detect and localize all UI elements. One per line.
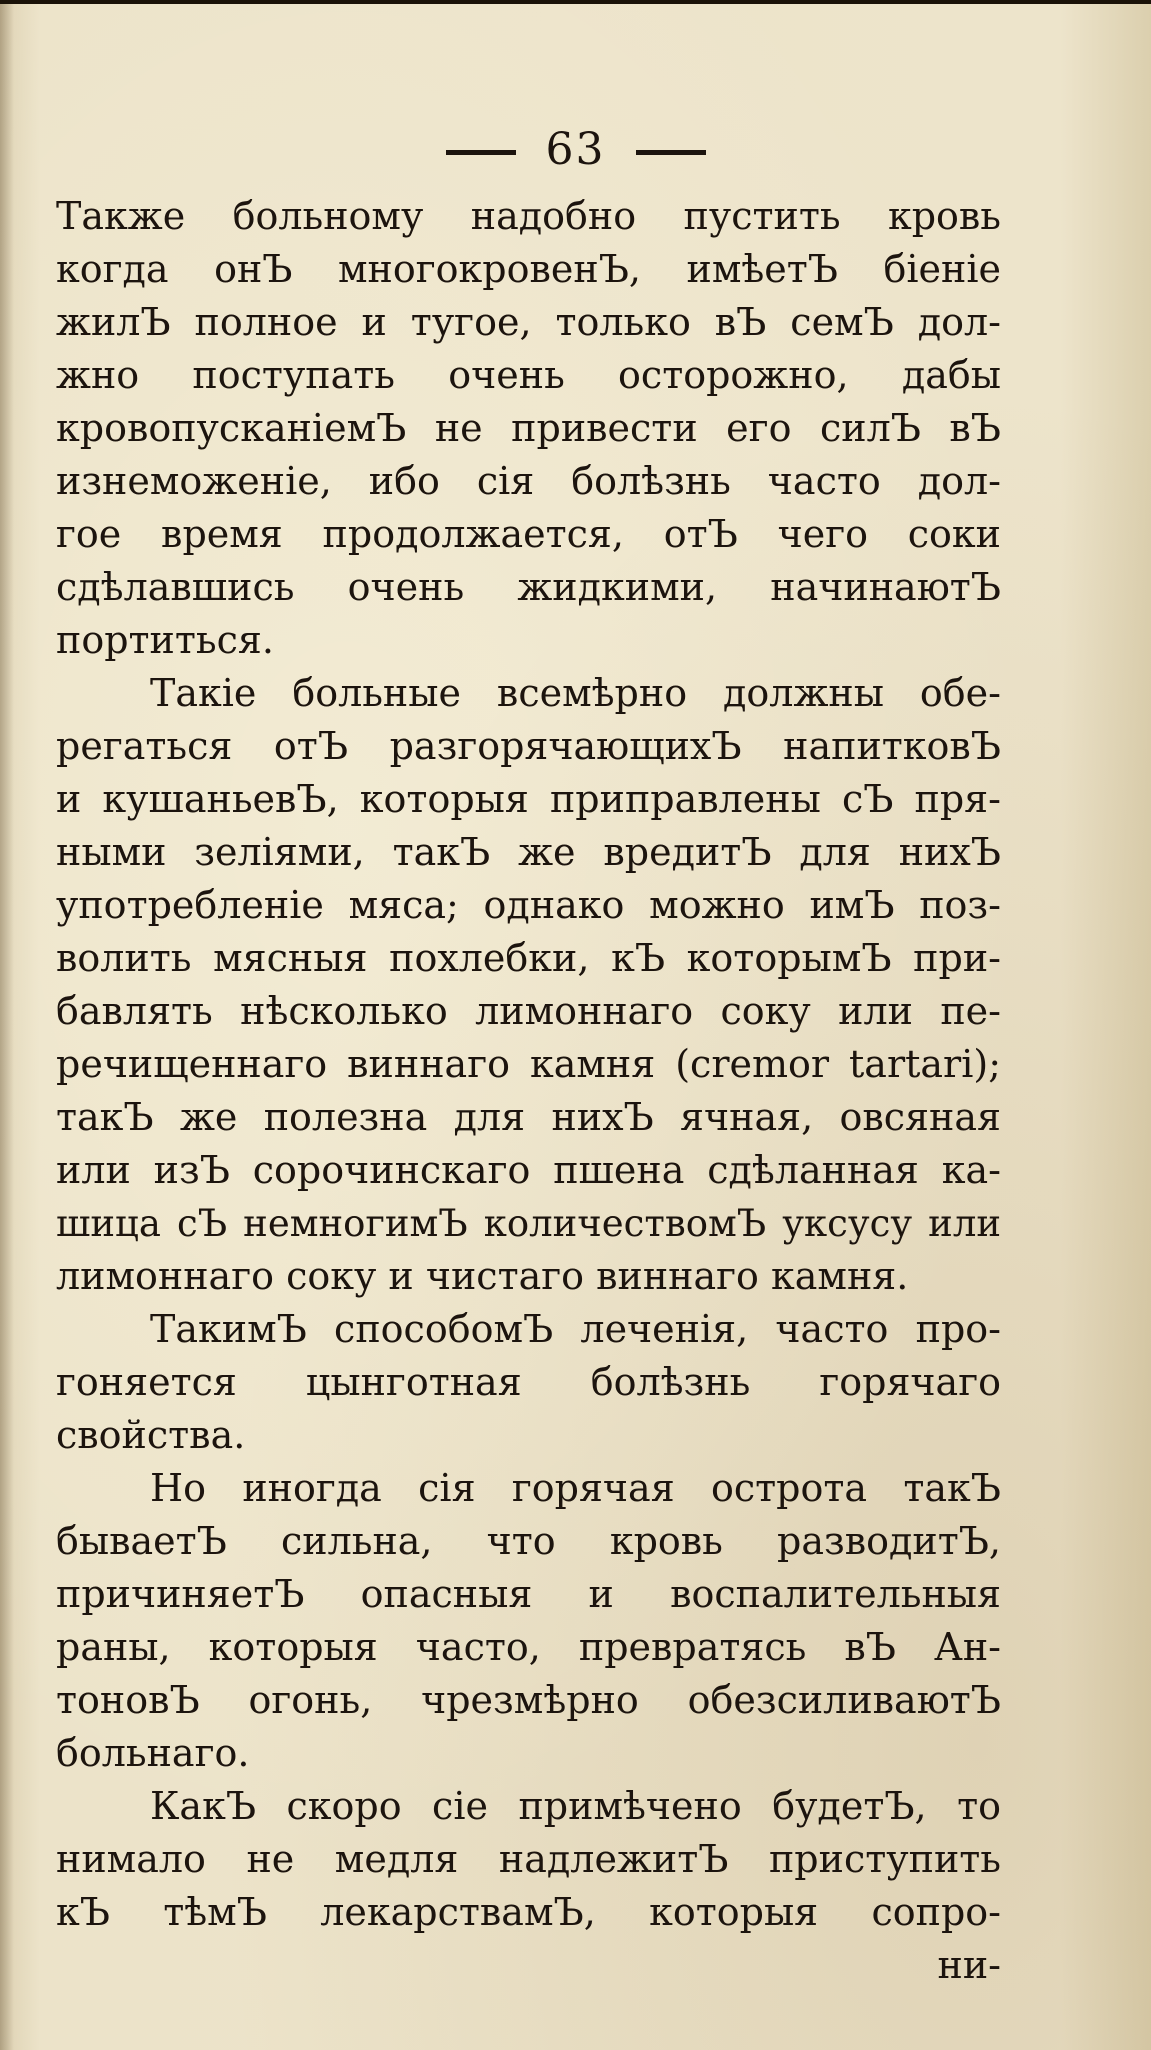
text-line: сдѣлавшись очень жидкими, начинаютЪ: [56, 565, 1001, 609]
text-line: шица сЪ немногимЪ количествомЪ уксусу или: [56, 1202, 1001, 1245]
text-line: бываетЪ сильна, что кровь разводитЪ,: [56, 1519, 1001, 1563]
text-line: жно поступать очень осторожно, дабы: [56, 353, 1001, 397]
text-line: Такіе больные всемѣрно должны обе-: [150, 671, 1001, 715]
text-line: речищеннаго виннаго камня (cremor tartari);: [56, 1042, 1001, 1086]
text-line: и кушаньевЪ, которыя приправлены сЪ пря-: [56, 777, 1001, 821]
text-line: ными зеліями, такЪ же вредитЪ для нихЪ: [56, 830, 1001, 874]
header-left-rule: [446, 150, 516, 155]
text-line: кровопусканіемЪ не привести его силЪ вЪ: [56, 406, 1001, 450]
header-right-rule: [636, 150, 706, 155]
text-line: Также больному надобно пустить кровь: [56, 194, 1001, 238]
text-line: изнеможеніе, ибо сія болѣзнь часто дол-: [56, 459, 1001, 503]
text-line: нимало не медля надлежитЪ приступить: [56, 1837, 1001, 1881]
page-header: [0, 120, 1151, 180]
text-line: или изЪ сорочинскаго пшена сдѣланная ка-: [56, 1148, 1001, 1192]
text-line: гое время продолжается, отЪ чего соки: [56, 512, 1001, 556]
text-line: такЪ же полезна для нихЪ ячная, овсяная: [56, 1095, 1001, 1139]
text-line: волить мясныя похлебки, кЪ которымЪ при-: [56, 936, 1001, 980]
text-line: свойства.: [56, 1413, 246, 1457]
text-line: Но иногда сія горячая острота такЪ: [150, 1466, 1001, 1510]
catchword: ни-: [937, 1943, 1001, 1987]
page-left-edge-shadow: [0, 0, 14, 2050]
text-line: регаться отЪ разгорячающихЪ напитковЪ: [56, 724, 1001, 768]
text-line: ТакимЪ способомЪ леченія, часто про-: [150, 1307, 1001, 1351]
text-line: причиняетЪ опасныя и воспалительныя: [56, 1572, 1001, 1616]
page-number: 63: [545, 124, 606, 175]
page-top-border: [0, 0, 1151, 4]
text-line: тоновЪ огонь, чрезмѣрно обезсиливаютЪ: [56, 1678, 1001, 1722]
text-line: жилЪ полное и тугое, только вЪ семЪ дол-: [56, 300, 1001, 344]
text-line: портиться.: [56, 618, 274, 662]
text-line: КакЪ скоро сіе примѣчено будетЪ, то: [150, 1784, 1001, 1828]
text-line: когда онЪ многокровенЪ, имѣетЪ біеніе: [56, 247, 1001, 291]
text-line: употребленіе мяса; однако можно имЪ поз-: [56, 883, 1001, 927]
text-line: лимоннаго соку и чистаго виннаго камня.: [56, 1254, 909, 1298]
text-line: раны, которыя часто, превратясь вЪ Ан-: [56, 1625, 1001, 1669]
text-line: гоняется цынготная болѣзнь горячаго: [56, 1360, 1001, 1404]
text-line: больнаго.: [56, 1731, 250, 1775]
text-line: бавлять нѣсколько лимоннаго соку или пе-: [56, 989, 1001, 1033]
body-text: [56, 190, 1001, 1992]
text-line: кЪ тѣмЪ лекарствамЪ, которыя сопро-: [56, 1890, 1001, 1934]
